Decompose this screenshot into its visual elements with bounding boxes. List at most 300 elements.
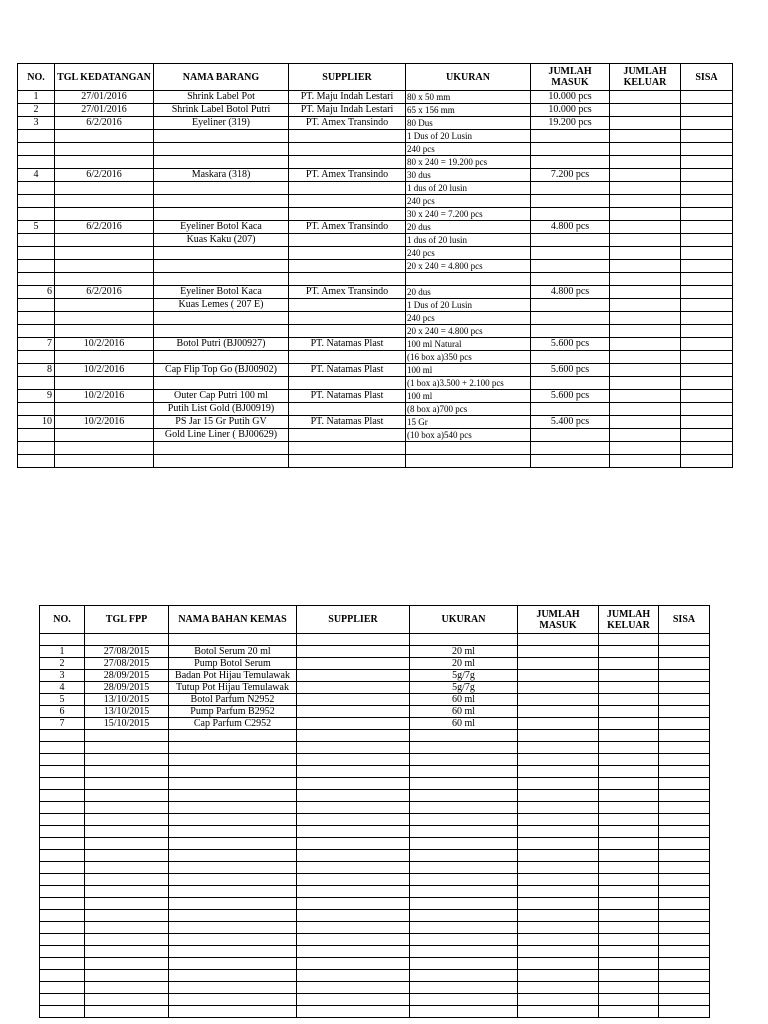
cell-qty-in <box>531 260 610 273</box>
cell-date <box>85 994 169 1006</box>
cell-qty-in <box>531 130 610 143</box>
cell-item-name: Eyeliner (319) <box>154 117 289 130</box>
cell-qty-in: 10.000 pcs <box>531 91 610 104</box>
header-qty-out: JUMLAH KELUAR <box>610 64 681 91</box>
cell-supplier <box>297 1006 410 1018</box>
cell-qty-out <box>599 706 659 718</box>
cell-remaining <box>681 260 733 273</box>
cell-qty-out <box>599 742 659 754</box>
table-row <box>18 234 733 247</box>
cell-remaining <box>681 338 733 351</box>
table-row <box>18 390 733 403</box>
cell-qty-out <box>610 91 681 104</box>
cell-size: 80 x 240 = 19.200 pcs <box>406 156 531 169</box>
cell-size: 20 x 240 = 4.800 pcs <box>406 260 531 273</box>
cell-date <box>55 234 154 247</box>
cell-qty-out <box>610 273 681 286</box>
header-no: NO. <box>18 64 55 91</box>
cell-date <box>85 766 169 778</box>
cell-remaining <box>681 325 733 338</box>
cell-no <box>18 429 55 442</box>
cell-item-name: Gold Line Liner ( BJ00629) <box>154 429 289 442</box>
cell-remaining <box>659 850 710 862</box>
cell-qty-out <box>599 922 659 934</box>
cell-supplier: PT. Amex Transindo <box>289 286 406 299</box>
cell-size: 60 ml <box>410 706 518 718</box>
cell-qty-out <box>610 130 681 143</box>
cell-no <box>40 766 85 778</box>
cell-size: 1 Dus of 20 Lusin <box>406 299 531 312</box>
cell-remaining <box>681 390 733 403</box>
cell-remaining <box>659 814 710 826</box>
cell-qty-in: 19.200 pcs <box>531 117 610 130</box>
cell-date <box>85 898 169 910</box>
cell-item-name <box>169 934 297 946</box>
cell-no <box>18 143 55 156</box>
table-row <box>40 670 710 682</box>
cell-qty-out <box>599 766 659 778</box>
cell-qty-out <box>599 1006 659 1018</box>
cell-no <box>18 156 55 169</box>
cell-no: 2 <box>18 104 55 117</box>
cell-supplier <box>297 922 410 934</box>
cell-item-name <box>169 862 297 874</box>
table-row <box>18 442 733 455</box>
cell-item-name <box>169 922 297 934</box>
cell-no <box>18 442 55 455</box>
header-qty-in: JUMLAH MASUK <box>518 606 599 634</box>
cell-size: 100 ml Natural <box>406 338 531 351</box>
cell-qty-out <box>599 910 659 922</box>
cell-qty-in <box>531 234 610 247</box>
cell-remaining <box>659 778 710 790</box>
cell-qty-out <box>599 718 659 730</box>
cell-size: 1 dus of 20 lusin <box>406 182 531 195</box>
cell-no <box>18 195 55 208</box>
table-row <box>18 117 733 130</box>
cell-qty-in <box>518 730 599 742</box>
cell-qty-out <box>599 862 659 874</box>
cell-item-name <box>169 730 297 742</box>
table-row <box>40 838 710 850</box>
cell-item-name <box>169 826 297 838</box>
cell-no: 1 <box>18 91 55 104</box>
cell-supplier: PT. Maju Indah Lestari <box>289 104 406 117</box>
table-row <box>18 91 733 104</box>
cell-qty-out <box>610 221 681 234</box>
table-row <box>18 299 733 312</box>
cell-qty-in <box>518 682 599 694</box>
cell-qty-out <box>599 874 659 886</box>
cell-remaining <box>659 862 710 874</box>
cell-qty-out <box>610 390 681 403</box>
cell-supplier <box>297 718 410 730</box>
cell-size <box>410 742 518 754</box>
cell-no <box>40 862 85 874</box>
cell-item-name <box>154 182 289 195</box>
cell-item-name <box>169 946 297 958</box>
cell-item-name: Shrink Label Pot <box>154 91 289 104</box>
table-row <box>40 694 710 706</box>
table-row <box>40 1006 710 1018</box>
cell-supplier <box>297 802 410 814</box>
cell-remaining <box>659 790 710 802</box>
table-header <box>18 64 733 91</box>
table-row <box>40 742 710 754</box>
table-row <box>18 260 733 273</box>
cell-date <box>85 970 169 982</box>
cell-qty-out <box>610 351 681 364</box>
cell-no: 6 <box>18 286 55 299</box>
cell-item-name <box>169 898 297 910</box>
cell-supplier <box>297 814 410 826</box>
cell-qty-out <box>610 156 681 169</box>
cell-qty-out <box>599 790 659 802</box>
cell-supplier <box>297 910 410 922</box>
table-row <box>18 130 733 143</box>
cell-qty-in <box>518 994 599 1006</box>
cell-supplier <box>297 790 410 802</box>
cell-size <box>410 922 518 934</box>
cell-qty-in <box>518 778 599 790</box>
cell-size: 5g/7g <box>410 670 518 682</box>
header-remaining: SISA <box>659 606 710 634</box>
table-row <box>18 455 733 468</box>
cell-qty-out <box>599 970 659 982</box>
cell-supplier <box>289 260 406 273</box>
cell-supplier <box>289 247 406 260</box>
cell-qty-in <box>518 1006 599 1018</box>
cell-qty-out <box>599 778 659 790</box>
cell-remaining <box>659 766 710 778</box>
cell-size <box>410 814 518 826</box>
cell-qty-out <box>610 325 681 338</box>
cell-qty-out <box>610 143 681 156</box>
cell-no: 1 <box>40 646 85 658</box>
cell-size <box>410 754 518 766</box>
cell-size: (16 box a)350 pcs <box>406 351 531 364</box>
cell-date: 6/2/2016 <box>55 286 154 299</box>
cell-qty-in <box>518 754 599 766</box>
cell-qty-in <box>531 429 610 442</box>
cell-item-name: Pump Parfum B2952 <box>169 706 297 718</box>
cell-size: (1 box a)3.500 + 2.100 pcs <box>406 377 531 390</box>
cell-no: 3 <box>40 670 85 682</box>
table-row <box>40 658 710 670</box>
cell-item-name <box>154 143 289 156</box>
cell-size: 20 ml <box>410 658 518 670</box>
cell-item-name: Botol Serum 20 ml <box>169 646 297 658</box>
cell-item-name: Eyeliner Botol Kaca <box>154 286 289 299</box>
cell-qty-in <box>518 910 599 922</box>
cell-qty-in <box>518 922 599 934</box>
cell-remaining <box>681 156 733 169</box>
cell-qty-out <box>610 208 681 221</box>
cell-remaining <box>681 273 733 286</box>
table-row <box>40 874 710 886</box>
cell-size: 60 ml <box>410 718 518 730</box>
table-row <box>40 934 710 946</box>
cell-item-name: Botol Putri (BJ00927) <box>154 338 289 351</box>
cell-supplier <box>297 862 410 874</box>
cell-remaining <box>681 208 733 221</box>
cell-qty-in <box>531 182 610 195</box>
cell-no <box>18 312 55 325</box>
table-row <box>40 826 710 838</box>
cell-qty-in: 5.600 pcs <box>531 364 610 377</box>
cell-remaining <box>659 958 710 970</box>
table-row <box>40 850 710 862</box>
cell-item-name <box>154 247 289 260</box>
cell-date <box>85 874 169 886</box>
header-date: TGL KEDATANGAN <box>55 64 154 91</box>
cell-date <box>85 1006 169 1018</box>
cell-date <box>85 850 169 862</box>
cell-date: 13/10/2015 <box>85 694 169 706</box>
cell-date <box>55 195 154 208</box>
cell-remaining <box>659 934 710 946</box>
cell-qty-in <box>518 898 599 910</box>
cell-qty-out <box>610 429 681 442</box>
cell-date <box>85 934 169 946</box>
cell-date <box>55 273 154 286</box>
cell-qty-out <box>599 658 659 670</box>
cell-no <box>18 325 55 338</box>
cell-supplier <box>297 658 410 670</box>
cell-date <box>55 299 154 312</box>
cell-date: 6/2/2016 <box>55 169 154 182</box>
cell-date: 10/2/2016 <box>55 416 154 429</box>
cell-date: 10/2/2016 <box>55 364 154 377</box>
cell-size <box>406 442 531 455</box>
cell-date: 27/08/2015 <box>85 658 169 670</box>
cell-date <box>55 143 154 156</box>
cell-item-name <box>169 742 297 754</box>
table-row <box>18 195 733 208</box>
cell-qty-out <box>599 898 659 910</box>
table-header <box>40 606 710 634</box>
cell-no <box>40 910 85 922</box>
cell-date <box>85 886 169 898</box>
cell-no: 4 <box>18 169 55 182</box>
cell-size <box>406 273 531 286</box>
table-row <box>40 982 710 994</box>
cell-qty-in <box>518 982 599 994</box>
cell-supplier: PT. Amex Transindo <box>289 117 406 130</box>
cell-qty-in: 5.600 pcs <box>531 390 610 403</box>
table-row <box>40 706 710 718</box>
cell-remaining <box>659 742 710 754</box>
cell-date <box>85 982 169 994</box>
cell-size: 240 pcs <box>406 195 531 208</box>
cell-qty-in <box>518 706 599 718</box>
cell-no: 9 <box>18 390 55 403</box>
cell-supplier <box>297 898 410 910</box>
cell-size: 60 ml <box>410 694 518 706</box>
cell-date <box>55 429 154 442</box>
cell-item-name <box>169 766 297 778</box>
cell-remaining <box>681 364 733 377</box>
cell-supplier <box>297 634 410 646</box>
cell-supplier <box>289 403 406 416</box>
cell-remaining <box>659 718 710 730</box>
cell-size: 240 pcs <box>406 143 531 156</box>
cell-supplier <box>289 442 406 455</box>
cell-size: (8 box a)700 pcs <box>406 403 531 416</box>
cell-date <box>85 910 169 922</box>
cell-supplier <box>289 351 406 364</box>
table-row <box>40 814 710 826</box>
header-item-name: NAMA BAHAN KEMAS <box>169 606 297 634</box>
cell-size: 30 x 240 = 7.200 pcs <box>406 208 531 221</box>
cell-qty-out <box>599 850 659 862</box>
cell-size <box>410 790 518 802</box>
cell-qty-in <box>518 838 599 850</box>
cell-no: 7 <box>18 338 55 351</box>
cell-size <box>410 886 518 898</box>
cell-size: 20 dus <box>406 221 531 234</box>
cell-qty-out <box>610 455 681 468</box>
cell-size <box>410 850 518 862</box>
cell-supplier <box>289 130 406 143</box>
cell-qty-out <box>610 104 681 117</box>
cell-qty-in <box>518 814 599 826</box>
table-row <box>18 182 733 195</box>
cell-no <box>40 826 85 838</box>
table-row <box>40 754 710 766</box>
table-row <box>40 946 710 958</box>
cell-supplier <box>297 742 410 754</box>
cell-remaining <box>681 286 733 299</box>
cell-remaining <box>681 455 733 468</box>
cell-date: 10/2/2016 <box>55 390 154 403</box>
table-body <box>18 91 733 468</box>
header-qty-out: JUMLAH KELUAR <box>599 606 659 634</box>
cell-size: 65 x 156 mm <box>406 104 531 117</box>
cell-date <box>85 946 169 958</box>
table-row <box>40 970 710 982</box>
cell-size: 240 pcs <box>406 247 531 260</box>
cell-size: 30 dus <box>406 169 531 182</box>
cell-qty-out <box>599 670 659 682</box>
table-row <box>40 886 710 898</box>
cell-no <box>40 946 85 958</box>
cell-remaining <box>681 169 733 182</box>
cell-remaining <box>659 874 710 886</box>
cell-supplier <box>289 429 406 442</box>
cell-qty-out <box>599 958 659 970</box>
cell-date <box>55 312 154 325</box>
table-row <box>18 377 733 390</box>
cell-item-name: Tutup Pot Hijau Temulawak <box>169 682 297 694</box>
cell-date <box>85 634 169 646</box>
table-row <box>40 958 710 970</box>
cell-item-name <box>154 442 289 455</box>
cell-qty-out <box>610 364 681 377</box>
cell-qty-in <box>531 299 610 312</box>
table-row <box>40 898 710 910</box>
cell-qty-in <box>531 195 610 208</box>
cell-size: 20 ml <box>410 646 518 658</box>
cell-remaining <box>681 377 733 390</box>
cell-size <box>410 910 518 922</box>
cell-item-name <box>154 195 289 208</box>
cell-supplier <box>289 195 406 208</box>
cell-date <box>55 247 154 260</box>
cell-no: 4 <box>40 682 85 694</box>
header-supplier: SUPPLIER <box>297 606 410 634</box>
cell-qty-in <box>531 455 610 468</box>
cell-date <box>85 814 169 826</box>
cell-size <box>410 1006 518 1018</box>
cell-remaining <box>659 910 710 922</box>
cell-item-name <box>154 260 289 273</box>
cell-qty-out <box>599 886 659 898</box>
cell-remaining <box>681 351 733 364</box>
cell-supplier <box>289 455 406 468</box>
cell-item-name: Cap Parfum C2952 <box>169 718 297 730</box>
cell-qty-out <box>599 934 659 946</box>
cell-item-name <box>169 982 297 994</box>
cell-no <box>40 970 85 982</box>
cell-size <box>406 455 531 468</box>
cell-size <box>410 934 518 946</box>
cell-date: 28/09/2015 <box>85 670 169 682</box>
cell-item-name <box>169 958 297 970</box>
cell-date: 15/10/2015 <box>85 718 169 730</box>
cell-no <box>40 730 85 742</box>
cell-item-name <box>154 455 289 468</box>
table-row <box>40 922 710 934</box>
cell-remaining <box>681 91 733 104</box>
cell-remaining <box>659 658 710 670</box>
cell-remaining <box>681 143 733 156</box>
cell-qty-out <box>610 286 681 299</box>
cell-qty-in: 4.800 pcs <box>531 286 610 299</box>
table-row <box>40 766 710 778</box>
cell-no <box>40 958 85 970</box>
cell-no: 6 <box>40 706 85 718</box>
cell-supplier <box>297 946 410 958</box>
cell-item-name <box>169 778 297 790</box>
cell-size: 240 pcs <box>406 312 531 325</box>
cell-qty-in: 5.400 pcs <box>531 416 610 429</box>
cell-remaining <box>659 634 710 646</box>
cell-size <box>410 862 518 874</box>
cell-date <box>85 826 169 838</box>
cell-supplier: PT. Natamas Plast <box>289 390 406 403</box>
cell-supplier: PT. Natamas Plast <box>289 338 406 351</box>
cell-qty-in <box>518 670 599 682</box>
cell-remaining <box>659 982 710 994</box>
cell-date: 13/10/2015 <box>85 706 169 718</box>
cell-supplier <box>297 982 410 994</box>
cell-remaining <box>681 117 733 130</box>
cell-supplier <box>289 273 406 286</box>
table-body <box>40 634 710 1018</box>
cell-no <box>40 754 85 766</box>
cell-qty-out <box>599 730 659 742</box>
cell-qty-out <box>610 403 681 416</box>
cell-remaining <box>659 898 710 910</box>
cell-size: 5g/7g <box>410 682 518 694</box>
cell-qty-out <box>610 234 681 247</box>
cell-item-name <box>169 886 297 898</box>
cell-no: 8 <box>18 364 55 377</box>
cell-qty-in <box>518 958 599 970</box>
cell-qty-in <box>518 874 599 886</box>
cell-qty-in <box>531 403 610 416</box>
